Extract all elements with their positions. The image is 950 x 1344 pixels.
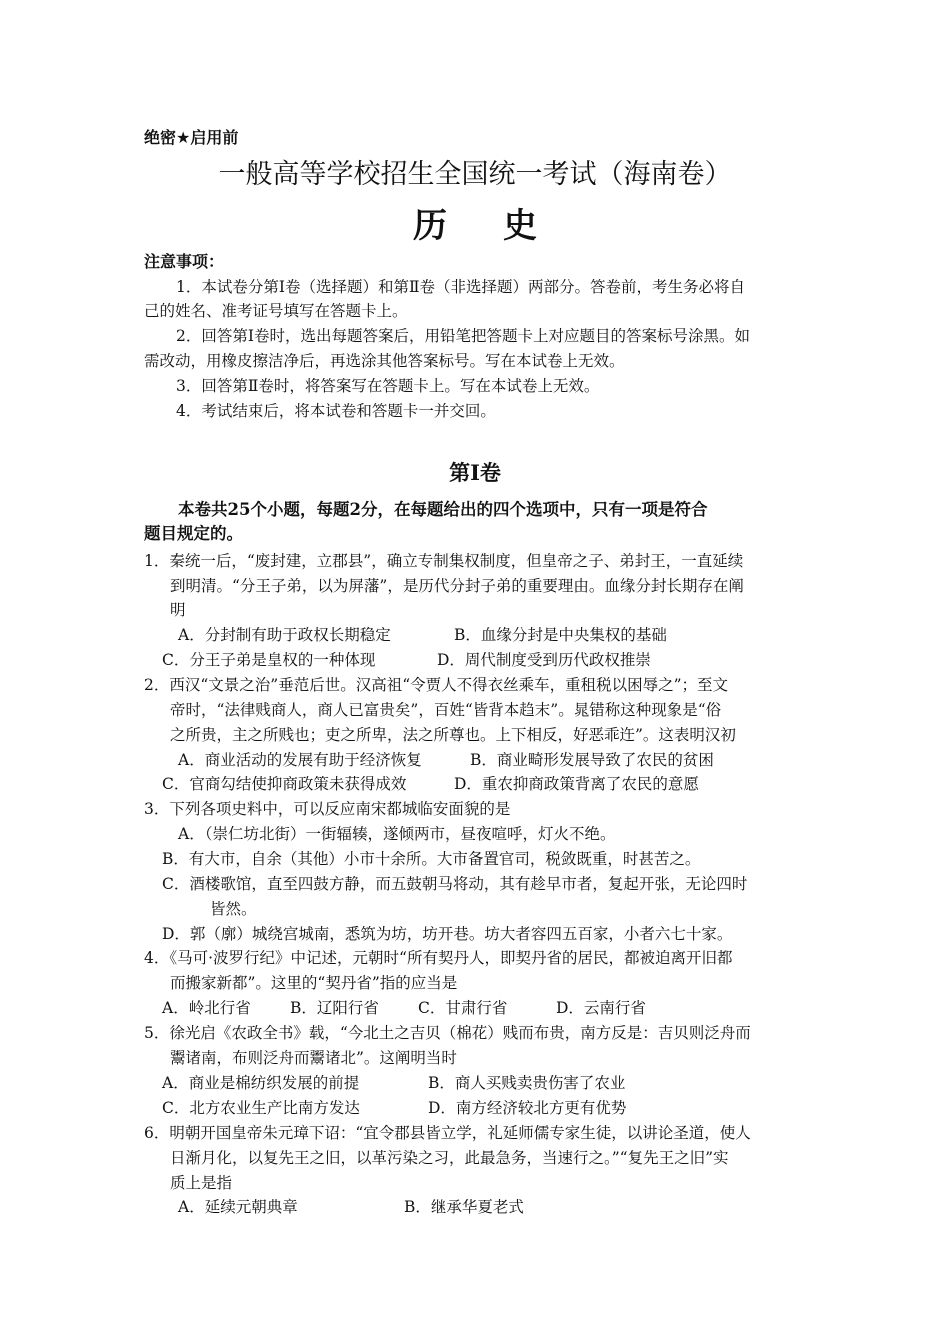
notice-line: 己的姓名、准考证号填写在答题卡上。 (144, 302, 408, 320)
answer-option: A．分封制有助于政权长期稳定 (178, 626, 391, 644)
question-line: 帝时，“法律贱商人，商人已富贵矣”，百姓“皆背本趋末”。晁错称这种现象是“俗 (170, 701, 722, 719)
section-intro: 题目规定的。 (144, 524, 243, 543)
answer-option: 皆然。 (210, 900, 257, 918)
answer-option: A．商业活动的发展有助于经济恢复 (178, 751, 422, 769)
answer-option: D．郭（廓）城绕宫城南，悉筑为坊，坊开巷。坊大者容四五百家，小者六七十家。 (162, 925, 733, 943)
question-line: 4．《马可·波罗行纪》中记述，元朝时“所有契丹人，即契丹省的居民，都被迫离开旧都 (144, 949, 733, 967)
answer-option: B．血缘分封是中央集权的基础 (454, 626, 667, 644)
answer-option: A．（崇仁坊北街）一街辐辏，遂倾两市，昼夜喧呼，灯火不绝。 (178, 825, 616, 843)
exam-title: 一般高等学校招生全国统一考试（海南卷） (218, 159, 732, 190)
answer-option: B．商业畸形发展导致了农民的贫困 (470, 751, 714, 769)
answer-option: B．继承华夏老式 (404, 1198, 524, 1216)
section-title: 第Ⅰ卷 (449, 460, 501, 485)
answer-option: C．酒楼歌馆，直至四鼓方静，而五鼓朝马将动，其有趁早市者，复起开张，无论四时 (162, 875, 748, 893)
answer-option: B．有大市，自余（其他）小市十余所。大市备置官司，税敛既重，时甚苦之。 (162, 850, 701, 868)
notice-line: 3．回答第Ⅱ卷时，将答案写在答题卡上。写在本试卷上无效。 (176, 377, 600, 395)
question-line: 日渐月化，以复先王之旧，以革污染之习，此最急务，当速行之。”“复先王之旧”实 (170, 1149, 729, 1167)
answer-option: D．云南行省 (556, 999, 646, 1017)
answer-option: D．周代制度受到历代政权推崇 (437, 651, 651, 669)
notice-line: 1．本试卷分第Ⅰ卷（选择题）和第Ⅱ卷（非选择题）两部分。答卷前，考生务必将自 (176, 278, 746, 296)
notice-line: 2．回答第Ⅰ卷时，选出每题答案后，用铅笔把答题卡上对应题目的答案标号涂黑。如 (176, 327, 750, 345)
question-line: 6．明朝开国皇帝朱元璋下诏：“宜令郡县皆立学，礼延师儒专家生徒，以讲论圣道，使人 (144, 1124, 751, 1142)
question-line: 1．秦统一后，“废封建，立郡县”，确立专制集权制度，但皇帝之子、弟封王，一直延续 (144, 552, 744, 570)
answer-option: D．南方经济较北方更有优势 (428, 1099, 627, 1117)
confidential-mark: 绝密★启用前 (144, 128, 239, 147)
notice-line: 4．考试结束后，将本试卷和答题卡一并交回。 (176, 402, 496, 420)
question-line: 之所贵，主之所贱也；吏之所卑，法之所尊也。上下相反，好恶乖迕”。这表明汉初 (170, 726, 736, 744)
question-line: 3．下列各项史料中，可以反应南宋都城临安面貌的是 (144, 800, 511, 818)
answer-option: A．岭北行省 (162, 999, 251, 1017)
question-line: 5．徐光启《农政全书》载，“今北土之吉贝（棉花）贱而布贵，南方反是：吉贝则泛舟而 (144, 1024, 751, 1042)
answer-option: C．官商勾结使抑商政策未获得成效 (162, 775, 407, 793)
answer-option: A．商业是棉纺织发展的前提 (162, 1074, 360, 1092)
answer-option: C．分王子弟是皇权的一种体现 (162, 651, 376, 669)
question-line: 质上是指 (170, 1174, 233, 1192)
notice-heading: 注意事项： (144, 252, 225, 271)
answer-option: C．北方农业生产比南方发达 (162, 1099, 360, 1117)
question-line: 2．西汉“文景之治”垂范后世。汉高祖“令贾人不得衣丝乘车，重租税以困辱之”；至文 (144, 676, 729, 694)
answer-option: B．商人买贱卖贵伤害了农业 (428, 1074, 626, 1092)
answer-option: C．甘肃行省 (418, 999, 508, 1017)
question-line: 鬻诸南，布则泛舟而鬻诸北”。这阐明当时 (170, 1049, 457, 1067)
subject-title: 历史 (413, 206, 593, 246)
answer-option: A．延续元朝典章 (178, 1198, 298, 1216)
question-line: 明 (170, 601, 186, 619)
answer-option: D．重农抑商政策背离了农民的意愿 (454, 775, 699, 793)
notice-line: 需改动，用橡皮擦洁净后，再选涂其他答案标号。写在本试卷上无效。 (144, 352, 625, 370)
question-line: 到明清。“分王子弟，以为屏藩”，是历代分封子弟的重要理由。血缘分封长期存在阐 (170, 577, 744, 595)
section-intro: 本卷共25个小题，每题2分，在每题给出的四个选项中，只有一项是符合 (178, 500, 708, 519)
answer-option: B．辽阳行省 (290, 999, 379, 1017)
question-line: 而搬家新都”。这里的“契丹省”指的应当是 (170, 974, 458, 992)
